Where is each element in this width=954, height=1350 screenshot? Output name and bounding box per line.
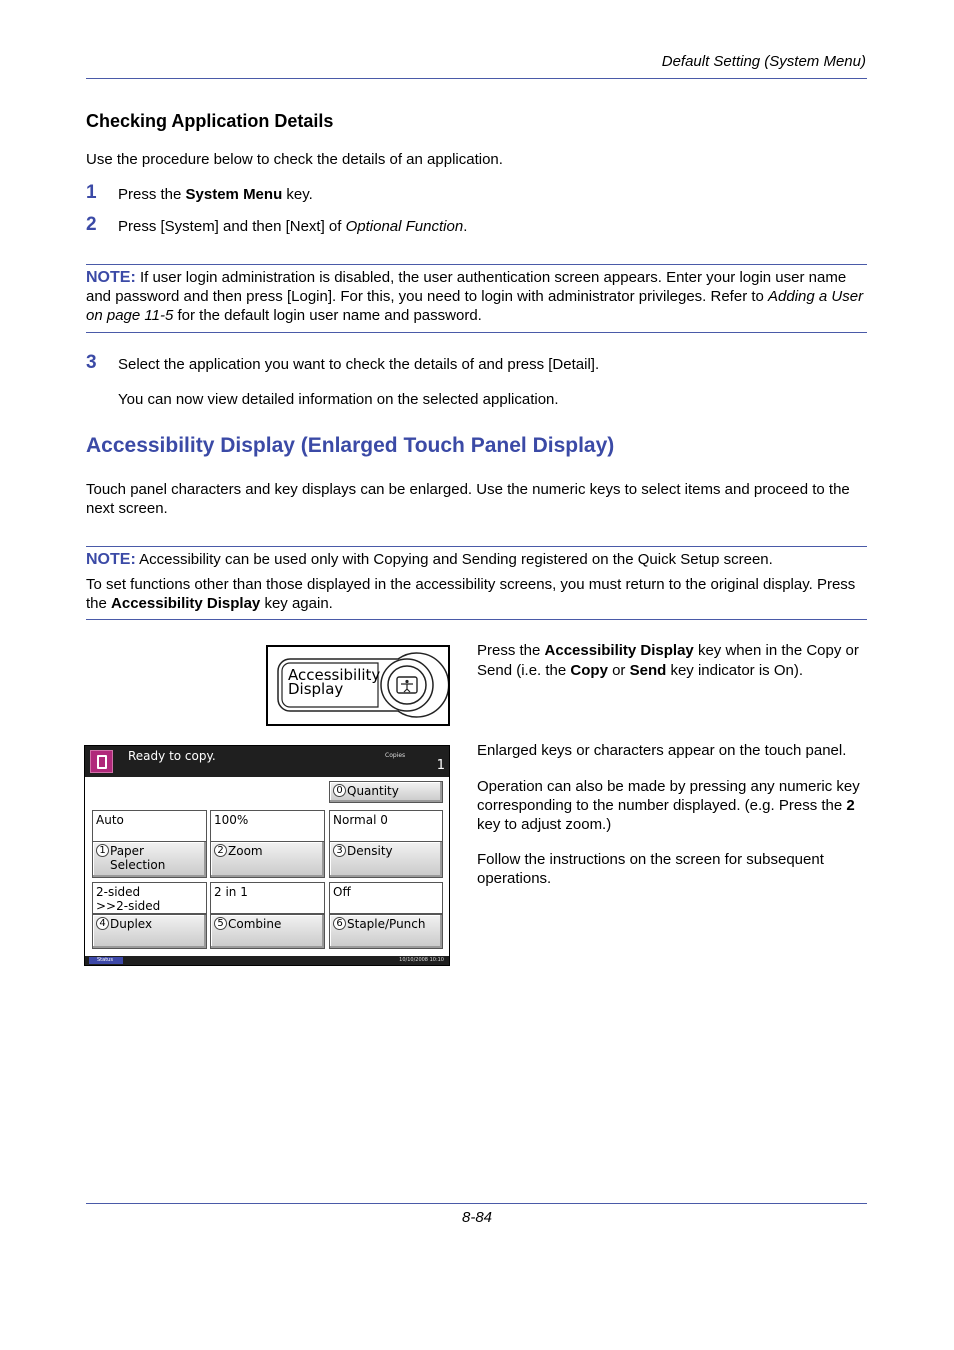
step-number: 1 [86,182,97,203]
note-rule-bottom [86,332,867,333]
step-text: Select the application you want to check the details of and press [Detail]. [118,356,600,373]
running-header: Default Setting (System Menu) [661,53,866,70]
note-rule-top [86,546,867,547]
density-button[interactable]: 3 Density [329,841,443,878]
footer-rule [86,1203,867,1204]
combine-button[interactable]: 5 Combine [210,914,325,949]
number-icon: 2 [214,844,227,857]
combine-value: 2 in 1 [210,882,325,914]
header-rule [86,78,867,79]
accessibility-key-label: Accessibility Display [288,666,381,698]
step-number: 2 [86,214,97,235]
step-subtext: You can now view detailed information on the selected application. [118,391,559,408]
zoom-value: 100% [210,810,325,842]
section-intro: Touch panel characters and key displays can be enlarged. Use the numeric keys to select items and proceed to the next screen. [86,481,850,517]
note-block: NOTE: If user login administration is disabled, the user authentication screen appears. Enter your login user name and password and then press [Login]. For this, you need to login with administrator privileges. Refer to Adding a User on page 11-5 for the default login user name and password. [86,269,864,324]
copy-mode-icon [90,750,113,773]
step-text: Press [System] and then [Next] of Optional Function. [118,218,468,235]
note-block: NOTE: Accessibility can be used only with Copying and Sending registered on the Quick Setup screen. [86,551,773,568]
copies-label: Copies [385,752,406,759]
instruction-text: Follow the instructions on the screen for subsequent operations. [477,851,824,887]
step-text: Press the System Menu key. [118,186,313,203]
paper-value: Auto [92,810,207,842]
accessibility-key-illustration [266,645,450,726]
quantity-button[interactable]: 0 Quantity [329,781,443,803]
panel-datetime: 10/10/2008 10:10 [399,957,444,963]
note-rule-bottom [86,619,867,620]
zoom-button[interactable]: 2 Zoom [210,841,325,878]
staple-punch-button[interactable]: 6 Staple/Punch [329,914,443,949]
duplex-value: 2-sided >>2-sided [92,882,207,914]
number-icon: 1 [96,844,109,857]
status-tab[interactable]: Status [89,957,123,964]
density-value: Normal 0 [329,810,443,842]
number-icon: 4 [96,917,109,930]
number-icon: 5 [214,917,227,930]
note-continued: To set functions other than those displayed in the accessibility screens, you must return to the original display. Press the Accessibility Display key again. [86,576,856,612]
section-intro: Use the procedure below to check the details of an application. [86,151,503,168]
staple-value: Off [329,882,443,914]
number-icon: 6 [333,917,346,930]
panel-status-message: Ready to copy. [128,749,216,763]
duplex-button[interactable]: 4 Duplex [92,914,207,949]
instruction-text: Enlarged keys or characters appear on the touch panel. [477,742,847,759]
instruction-text: Press the Accessibility Display key when in the Copy or Send (i.e. the Copy or Send key indicator is On). [477,642,859,679]
number-icon: 3 [333,844,346,857]
panel-title-bar [85,746,449,777]
copies-value: 1 [436,758,445,773]
chapter-heading: Accessibility Display (Enlarged Touch Panel Display) [86,434,615,457]
touch-panel-screen [84,745,450,966]
paper-selection-button[interactable]: 1 Paper Selection [92,841,207,878]
section-heading: Checking Application Details [86,111,334,131]
note-rule-top [86,264,867,265]
panel-status-bar [85,956,449,965]
instruction-text: Operation can also be made by pressing any numeric key corresponding to the number displayed. (e.g. Press the 2 key to adjust zoom.) [477,778,860,833]
page-number: 8-84 [461,1209,493,1226]
number-icon: 0 [333,784,346,797]
step-number: 3 [86,352,97,373]
